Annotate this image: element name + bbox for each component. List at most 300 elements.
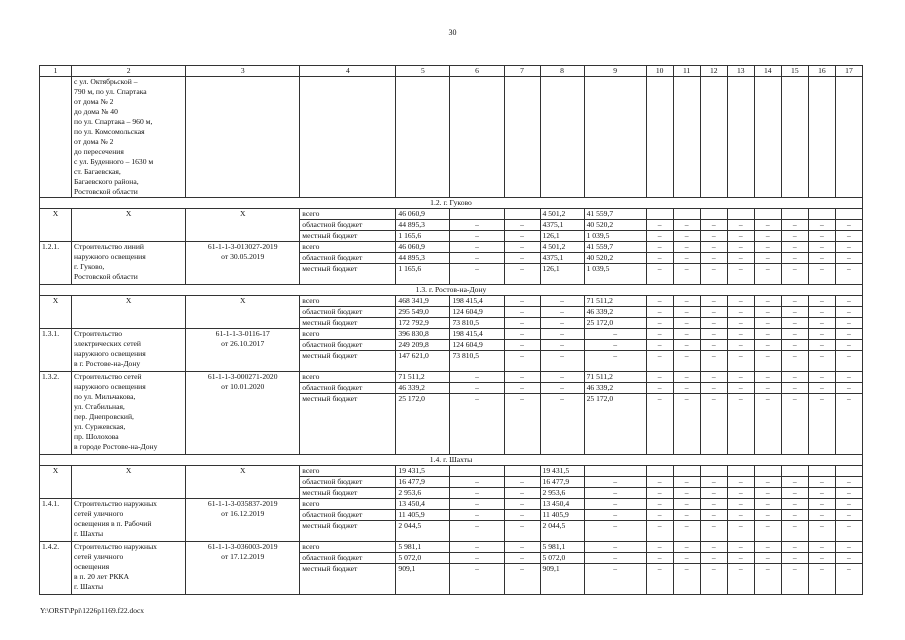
amount-cell: – [700, 231, 727, 242]
header-row [40, 66, 863, 77]
amount-cell [584, 466, 646, 477]
amount-cell: 5 981,1 [396, 542, 450, 553]
amount-cell: – [646, 488, 673, 499]
amount-cell: 5 072,0 [396, 553, 450, 564]
amount-cell: 41 559,7 [584, 242, 646, 253]
amount-cell: – [646, 253, 673, 264]
section-row [40, 455, 863, 466]
amount-cell: – [584, 340, 646, 351]
amount-cell: – [835, 542, 862, 553]
amount-cell: – [727, 488, 754, 499]
amount-cell: – [835, 383, 862, 394]
amount-cell: 5 981,1 [540, 542, 584, 553]
amount-cell: – [727, 329, 754, 340]
amount-cell: 41 559,7 [584, 209, 646, 220]
amount-cell [450, 466, 504, 477]
amount-cell: – [504, 564, 540, 595]
funding-source: всего [300, 296, 396, 307]
amount-cell: 13 450,4 [540, 499, 584, 510]
amount-cell: – [808, 231, 835, 242]
amount-cell: – [781, 253, 808, 264]
amount-cell: – [504, 231, 540, 242]
amount-cell: 909,1 [396, 564, 450, 595]
object-name: Строительство наружных сетей уличного освещения в п. Рабочий г. Шахты [72, 499, 186, 542]
amount-cell: 11 405,9 [396, 510, 450, 521]
registration-number: 61-1-1-3-000271-2020 от 10.01.2020 [186, 372, 300, 455]
cell [450, 77, 504, 198]
amount-cell: 468 341,9 [396, 296, 450, 307]
amount-cell: – [504, 383, 540, 394]
table-row [40, 466, 863, 477]
cell [300, 77, 396, 198]
amount-cell: – [646, 383, 673, 394]
amount-cell: – [754, 307, 781, 318]
amount-cell: – [584, 329, 646, 340]
amount-cell: – [540, 318, 584, 329]
item-number: 1.2.1. [40, 242, 72, 285]
amount-cell: – [754, 383, 781, 394]
amount-cell: – [754, 542, 781, 553]
amount-cell: – [700, 477, 727, 488]
amount-cell [781, 466, 808, 477]
amount-cell: 172 792,9 [396, 318, 450, 329]
amount-cell: – [727, 542, 754, 553]
amount-cell: – [835, 521, 862, 542]
amount-cell: – [646, 296, 673, 307]
amount-cell: – [808, 499, 835, 510]
amount-cell: – [808, 383, 835, 394]
amount-cell: – [504, 488, 540, 499]
amount-cell: – [781, 296, 808, 307]
amount-cell: 16 477,9 [540, 477, 584, 488]
amount-cell: 2 044,5 [396, 521, 450, 542]
cell [540, 77, 584, 198]
amount-cell: 909,1 [540, 564, 584, 595]
amount-cell: – [835, 351, 862, 372]
funding-source: всего [300, 466, 396, 477]
amount-cell: – [646, 329, 673, 340]
registration-number: 61-1-1-3-035837-2019 от 16.12.2019 [186, 499, 300, 542]
amount-cell: – [504, 510, 540, 521]
amount-cell: – [646, 242, 673, 253]
cell [754, 77, 781, 198]
amount-cell: – [700, 253, 727, 264]
amount-cell: 73 810,5 [450, 318, 504, 329]
amount-cell: – [781, 477, 808, 488]
amount-cell: – [727, 477, 754, 488]
funding-source: местный бюджет [300, 394, 396, 455]
amount-cell: – [450, 231, 504, 242]
amount-cell: – [450, 510, 504, 521]
column-header: 11 [673, 66, 700, 77]
table-row [40, 499, 863, 510]
amount-cell: – [646, 499, 673, 510]
amount-cell: – [835, 264, 862, 285]
amount-cell: – [835, 253, 862, 264]
amount-cell: – [700, 542, 727, 553]
amount-cell: – [673, 220, 700, 231]
amount-cell: – [835, 477, 862, 488]
amount-cell: – [584, 499, 646, 510]
amount-cell: – [700, 553, 727, 564]
cell [584, 77, 646, 198]
amount-cell: – [673, 383, 700, 394]
amount-cell: – [808, 329, 835, 340]
amount-cell: – [781, 542, 808, 553]
amount-cell: – [584, 521, 646, 542]
amount-cell: – [450, 488, 504, 499]
object-name: с ул. Октябрьской – 790 м, по ул. Спартака от дома № 2 до дома № 40 по ул. Спартака – 960 м, по ул. Комсомольская от дома № 2 до пересечения с ул. Буденного – 1630 м ст. Багаевская, Багаевского района, Ростовской области [72, 77, 186, 198]
registration-number: X [186, 466, 300, 499]
amount-cell [808, 209, 835, 220]
funding-source: местный бюджет [300, 231, 396, 242]
amount-cell: – [504, 296, 540, 307]
amount-cell: 295 549,0 [396, 307, 450, 318]
amount-cell: – [754, 264, 781, 285]
funding-source: всего [300, 372, 396, 383]
amount-cell: – [584, 510, 646, 521]
table-row [40, 542, 863, 553]
section-row [40, 285, 863, 296]
column-header: 2 [72, 66, 186, 77]
amount-cell: – [835, 564, 862, 595]
column-header: 9 [584, 66, 646, 77]
amount-cell [781, 209, 808, 220]
amount-cell: – [646, 553, 673, 564]
amount-cell: – [781, 318, 808, 329]
amount-cell: 25 172,0 [396, 394, 450, 455]
amount-cell: – [700, 242, 727, 253]
amount-cell: – [808, 521, 835, 542]
item-number: X [40, 466, 72, 499]
amount-cell: – [673, 318, 700, 329]
amount-cell: – [808, 318, 835, 329]
column-header: 7 [504, 66, 540, 77]
amount-cell: – [673, 351, 700, 372]
amount-cell: – [835, 329, 862, 340]
amount-cell: 40 520,2 [584, 220, 646, 231]
amount-cell: – [450, 220, 504, 231]
amount-cell: – [504, 394, 540, 455]
amount-cell: 147 621,0 [396, 351, 450, 372]
object-name: Строительство линий наружного освещения г. Гуково, Ростовской области [72, 242, 186, 285]
amount-cell: – [808, 394, 835, 455]
amount-cell: – [808, 264, 835, 285]
funding-source: всего [300, 242, 396, 253]
amount-cell: – [727, 372, 754, 383]
amount-cell: – [727, 318, 754, 329]
funding-source: местный бюджет [300, 351, 396, 372]
amount-cell: – [504, 542, 540, 553]
amount-cell: – [700, 220, 727, 231]
amount-cell: 4375,1 [540, 220, 584, 231]
amount-cell: – [673, 499, 700, 510]
funding-source: областной бюджет [300, 477, 396, 488]
amount-cell [808, 466, 835, 477]
amount-cell: – [808, 351, 835, 372]
amount-cell: – [673, 242, 700, 253]
amount-cell: – [781, 372, 808, 383]
amount-cell: – [646, 340, 673, 351]
amount-cell: 40 520,2 [584, 253, 646, 264]
amount-cell: – [540, 383, 584, 394]
cell [646, 77, 673, 198]
amount-cell: 19 431,5 [396, 466, 450, 477]
amount-cell: – [781, 351, 808, 372]
amount-cell: – [808, 488, 835, 499]
section-title: 1.4. г. Шахты [40, 455, 863, 466]
amount-cell: – [450, 264, 504, 285]
cell [727, 77, 754, 198]
amount-cell: – [835, 488, 862, 499]
amount-cell: 1 039,5 [584, 264, 646, 285]
amount-cell: – [727, 242, 754, 253]
section-row [40, 198, 863, 209]
amount-cell: – [504, 220, 540, 231]
funding-source: всего [300, 329, 396, 340]
amount-cell: – [808, 477, 835, 488]
amount-cell [754, 466, 781, 477]
column-header: 10 [646, 66, 673, 77]
funding-source: местный бюджет [300, 264, 396, 285]
amount-cell: – [808, 510, 835, 521]
amount-cell: – [673, 307, 700, 318]
amount-cell: 4 501,2 [540, 242, 584, 253]
column-header: 4 [300, 66, 396, 77]
amount-cell: – [781, 329, 808, 340]
amount-cell: – [673, 329, 700, 340]
amount-cell [450, 209, 504, 220]
amount-cell: – [700, 264, 727, 285]
amount-cell: – [673, 340, 700, 351]
amount-cell: – [781, 307, 808, 318]
amount-cell: – [673, 231, 700, 242]
amount-cell: – [808, 296, 835, 307]
amount-cell: 2 953,6 [396, 488, 450, 499]
amount-cell [727, 209, 754, 220]
cell [186, 77, 300, 198]
amount-cell: – [754, 564, 781, 595]
table-row [40, 242, 863, 253]
funding-source: всего [300, 542, 396, 553]
funding-source: областной бюджет [300, 253, 396, 264]
cell [835, 77, 862, 198]
amount-cell: – [646, 307, 673, 318]
amount-cell: – [646, 564, 673, 595]
amount-cell [504, 466, 540, 477]
section-title: 1.3. г. Ростов-на-Дону [40, 285, 863, 296]
amount-cell: 44 895,3 [396, 220, 450, 231]
amount-cell: – [450, 553, 504, 564]
amount-cell: – [808, 220, 835, 231]
footer-file-path: Y:\ORST\Ppi\1226p1169.f22.docx [40, 606, 145, 615]
amount-cell: – [808, 553, 835, 564]
amount-cell: – [450, 372, 504, 383]
amount-cell: – [727, 564, 754, 595]
column-header: 14 [754, 66, 781, 77]
amount-cell: – [646, 372, 673, 383]
column-header: 6 [450, 66, 504, 77]
amount-cell: – [700, 329, 727, 340]
amount-cell: – [700, 296, 727, 307]
amount-cell: – [700, 394, 727, 455]
amount-cell: – [781, 564, 808, 595]
column-header: 1 [40, 66, 72, 77]
amount-cell: – [504, 499, 540, 510]
amount-cell: 249 209,8 [396, 340, 450, 351]
amount-cell: – [835, 553, 862, 564]
object-name: X [72, 296, 186, 329]
item-number: 1.3.2. [40, 372, 72, 455]
funding-source: всего [300, 209, 396, 220]
amount-cell: 71 511,2 [396, 372, 450, 383]
amount-cell: – [646, 318, 673, 329]
amount-cell: – [781, 242, 808, 253]
amount-cell: 396 830,8 [396, 329, 450, 340]
amount-cell: 71 511,2 [584, 372, 646, 383]
amount-cell: – [450, 499, 504, 510]
amount-cell: – [781, 499, 808, 510]
column-header: 17 [835, 66, 862, 77]
amount-cell [673, 466, 700, 477]
amount-cell: – [781, 394, 808, 455]
amount-cell: – [450, 383, 504, 394]
amount-cell: 124 604,9 [450, 307, 504, 318]
object-name: Строительство электрических сетей наружного освещения в г. Ростове-на-Дону [72, 329, 186, 372]
amount-cell: – [727, 499, 754, 510]
amount-cell [700, 209, 727, 220]
amount-cell: 71 511,2 [584, 296, 646, 307]
amount-cell: – [727, 510, 754, 521]
amount-cell: – [540, 296, 584, 307]
funding-source: областной бюджет [300, 220, 396, 231]
amount-cell [646, 466, 673, 477]
amount-cell: – [700, 521, 727, 542]
amount-cell: – [835, 231, 862, 242]
amount-cell: – [835, 242, 862, 253]
column-header: 12 [700, 66, 727, 77]
amount-cell: – [646, 542, 673, 553]
amount-cell: – [700, 340, 727, 351]
amount-cell: – [754, 394, 781, 455]
continuation-row [40, 77, 863, 198]
amount-cell: – [754, 553, 781, 564]
amount-cell: – [646, 351, 673, 372]
amount-cell: – [584, 553, 646, 564]
amount-cell: – [673, 394, 700, 455]
amount-cell: – [450, 477, 504, 488]
funding-source: областной бюджет [300, 340, 396, 351]
amount-cell [504, 209, 540, 220]
amount-cell: – [835, 499, 862, 510]
amount-cell: – [504, 521, 540, 542]
funding-source: всего [300, 499, 396, 510]
amount-cell: – [727, 220, 754, 231]
amount-cell: – [754, 242, 781, 253]
amount-cell [754, 209, 781, 220]
amount-cell: – [835, 340, 862, 351]
amount-cell: – [808, 542, 835, 553]
amount-cell: 73 810,5 [450, 351, 504, 372]
amount-cell: – [754, 231, 781, 242]
amount-cell: – [835, 296, 862, 307]
amount-cell: – [646, 510, 673, 521]
amount-cell: – [781, 264, 808, 285]
registration-number: X [186, 209, 300, 242]
registration-number: 61-1-1-3-036003-2019 от 17.12.2019 [186, 542, 300, 595]
amount-cell: – [781, 510, 808, 521]
amount-cell: – [781, 553, 808, 564]
amount-cell: – [727, 296, 754, 307]
amount-cell: – [450, 242, 504, 253]
amount-cell: – [540, 394, 584, 455]
amount-cell: – [673, 510, 700, 521]
funding-source: местный бюджет [300, 488, 396, 499]
amount-cell: 2 953,6 [540, 488, 584, 499]
amount-cell: 25 172,0 [584, 394, 646, 455]
amount-cell: – [727, 231, 754, 242]
amount-cell: 1 165,6 [396, 264, 450, 285]
column-header: 16 [808, 66, 835, 77]
table-row [40, 296, 863, 307]
amount-cell [835, 209, 862, 220]
funding-source: местный бюджет [300, 318, 396, 329]
amount-cell: – [754, 521, 781, 542]
amount-cell: – [808, 307, 835, 318]
amount-cell: – [727, 351, 754, 372]
object-name: Строительство сетей наружного освещения по ул. Мильчакова, ул. Стабильная, пер. Днепровский, ул. Суржевская, пр. Шолохова в городе Ростове-на-Дону [72, 372, 186, 455]
amount-cell: – [450, 564, 504, 595]
amount-cell [727, 466, 754, 477]
amount-cell: – [673, 542, 700, 553]
amount-cell: – [646, 231, 673, 242]
item-number: 1.4.1. [40, 499, 72, 542]
amount-cell: – [781, 231, 808, 242]
amount-cell [673, 209, 700, 220]
amount-cell: – [808, 372, 835, 383]
amount-cell: – [700, 307, 727, 318]
amount-cell: – [700, 318, 727, 329]
amount-cell: – [450, 394, 504, 455]
amount-cell: – [673, 521, 700, 542]
amount-cell: – [781, 220, 808, 231]
amount-cell: – [754, 488, 781, 499]
amount-cell: – [835, 510, 862, 521]
amount-cell: – [808, 253, 835, 264]
amount-cell: – [673, 296, 700, 307]
amount-cell: 4375,1 [540, 253, 584, 264]
amount-cell: – [540, 307, 584, 318]
amount-cell: – [700, 383, 727, 394]
amount-cell: – [504, 253, 540, 264]
amount-cell: – [808, 242, 835, 253]
amount-cell: – [540, 340, 584, 351]
amount-cell: – [808, 340, 835, 351]
amount-cell: – [646, 477, 673, 488]
amount-cell: – [700, 564, 727, 595]
amount-cell: – [584, 564, 646, 595]
amount-cell: – [646, 521, 673, 542]
amount-cell: 1 165,6 [396, 231, 450, 242]
amount-cell [646, 209, 673, 220]
amount-cell: 46 060,9 [396, 209, 450, 220]
amount-cell: – [646, 264, 673, 285]
amount-cell: 126,1 [540, 264, 584, 285]
item-number: 1.4.2. [40, 542, 72, 595]
amount-cell: – [781, 488, 808, 499]
funding-source: местный бюджет [300, 521, 396, 542]
amount-cell: 2 044,5 [540, 521, 584, 542]
